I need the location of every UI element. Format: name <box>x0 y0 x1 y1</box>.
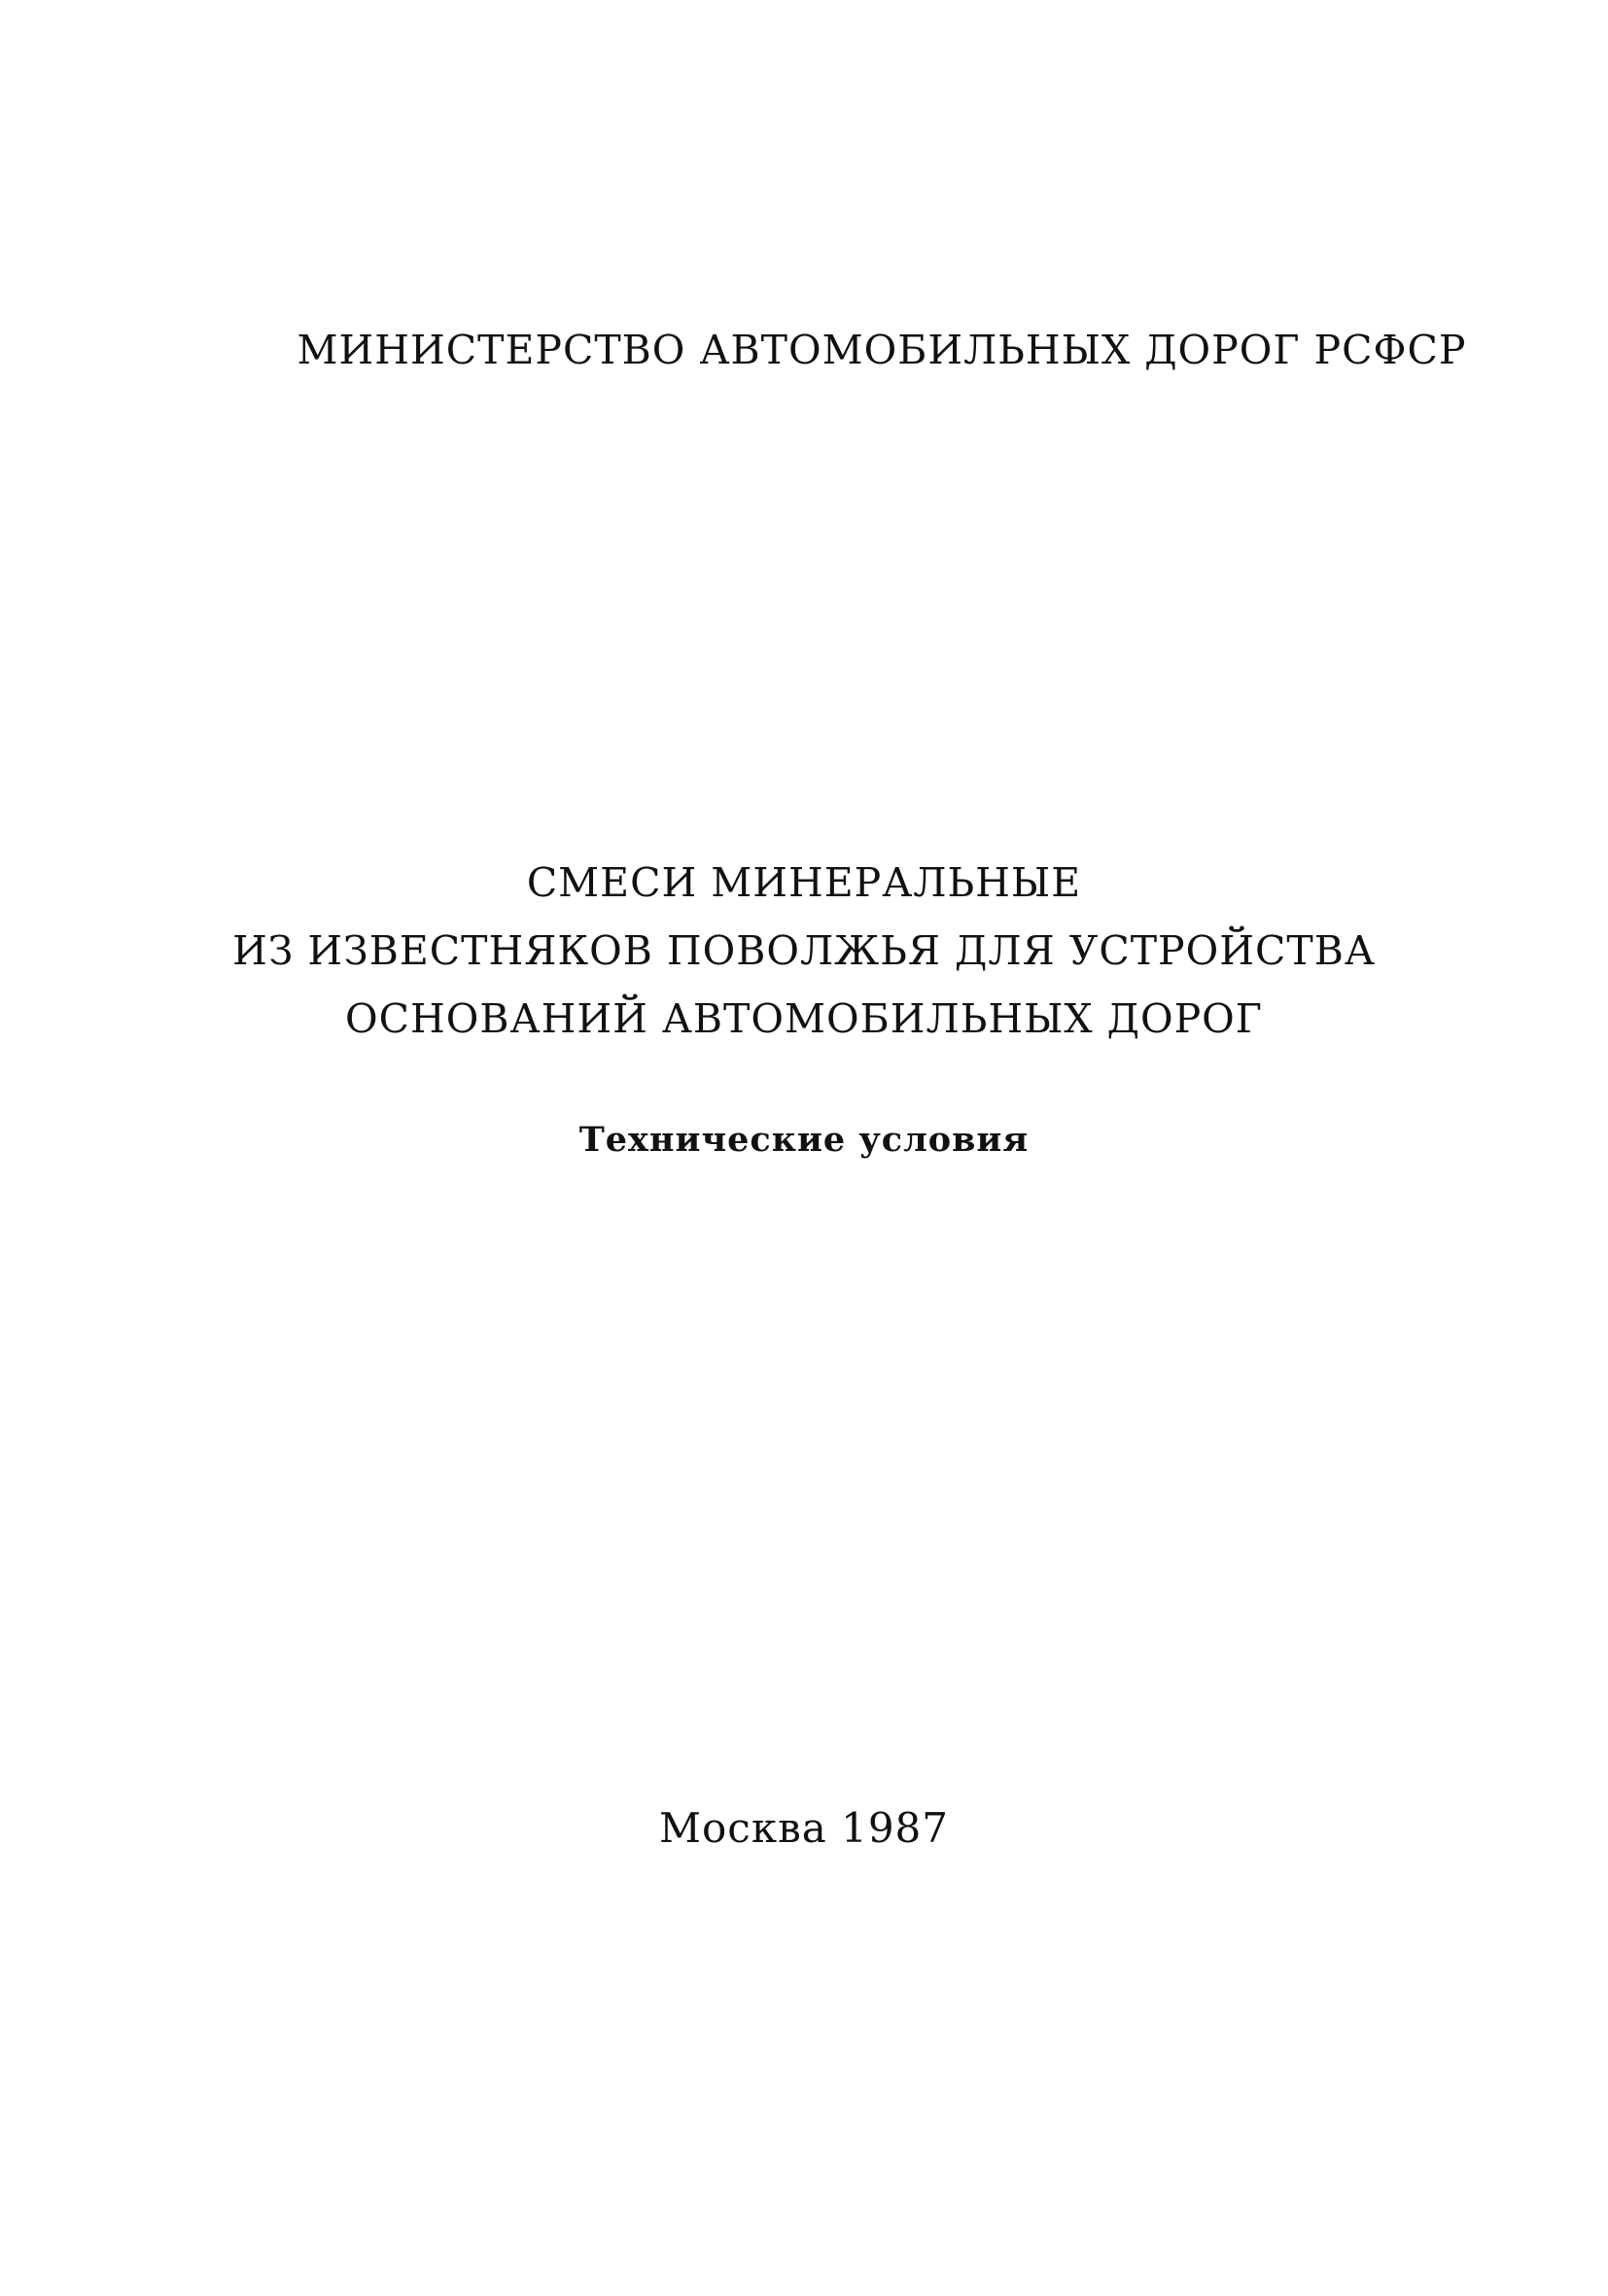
ministry-name: МИНИСТЕРСТВО АВТОМОБИЛЬНЫХ ДОРОГ РСФСР <box>297 327 1467 373</box>
place-and-year: Москва 1987 <box>659 1804 949 1852</box>
title-line-2: ИЗ ИЗВЕСТНЯКОВ ПОВОЛЖЬЯ ДЛЯ УСТРОЙСТВА <box>232 927 1376 974</box>
document-title <box>0 859 1608 1067</box>
document-subtitle: Технические условия <box>578 1120 1030 1160</box>
title-line-3: ОСНОВАНИЙ АВТОМОБИЛЬНЫХ ДОРОГ <box>345 995 1263 1042</box>
title-line-1: СМЕСИ МИНЕРАЛЬНЫЕ <box>526 859 1082 906</box>
